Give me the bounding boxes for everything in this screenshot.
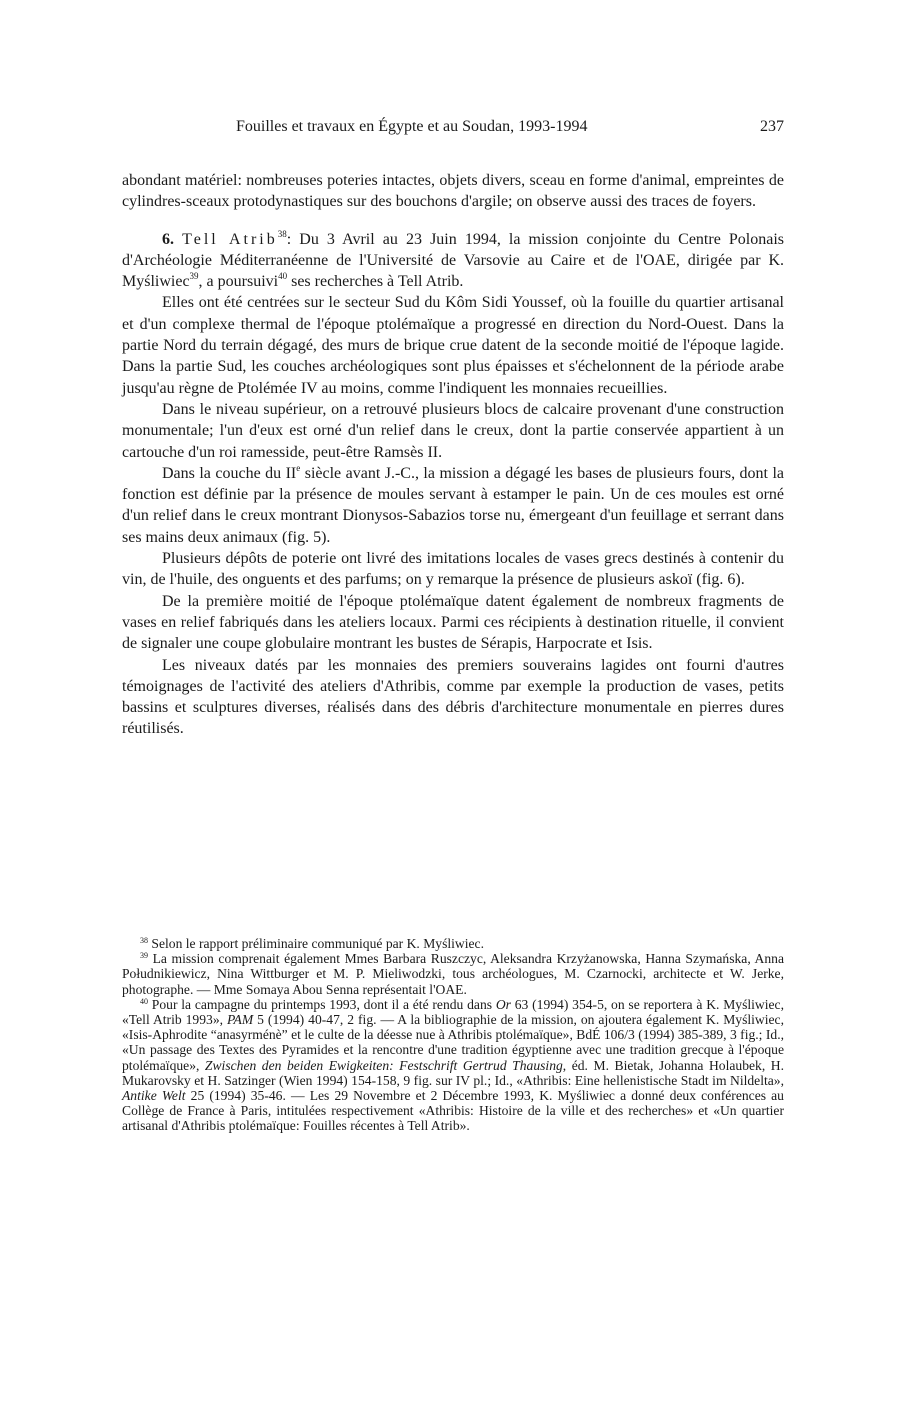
paragraph-continuation: abondant matériel: nombreuses poteries intactes, objets divers, sceau en forme d'animal, empreintes de cylindres-sceaux protodynastiques sur des bouchons d'argile; on observe aussi des traces de foyers. (122, 172, 784, 211)
footnote-text-b: 63 (1994) 354-5, on se reportera à K. Myśliwiec, «Tell Atrib 1993», (122, 996, 784, 1028)
paragraph-sector-sud: Elles ont été centrées sur le secteur Sud du Kôm Sidi Youssef, où la fouille du quartier artisanal et d'un complexe thermal de l'époque ptolémaïque a progressé en direction du Nord-Ouest. Dans la partie Nord du terrain dégagé, des murs de brique crue datent de la seconde moitié de l'époque lagide. Dans la partie Sud, les couches archéologiques sont plus épaisses et s'échelonnent de la période arabe jusqu'au règne de Ptolémée IV au moins, comme l'indiquent les monnaies recueillies. (122, 294, 784, 397)
footnote-number: 40 (140, 996, 148, 1006)
journal-title-pam: PAM (227, 1012, 254, 1028)
footnote-38 (122, 936, 784, 951)
text-fours-a: Dans la couche du II (162, 464, 297, 482)
footnote-text: Selon le rapport préliminaire communiqué par K. Myśliwiec. (148, 936, 484, 951)
section-text-a: : Du 3 Avril au 23 Juin 1994, la mission conjointe du Centre Polonais d'Archéologie Méditerranéenne de l'Université de Varsovie au Caire et de l'OAE, dirigée par K. Myśliwiec (122, 230, 785, 291)
superscript-e: e (296, 462, 301, 473)
journal-title-antike-welt: Antike Welt (122, 1088, 186, 1104)
paragraph-poterie: Plusieurs dépôts de poterie ont livré des imitations locales de vases grecs destinés à contenir du vin, de l'huile, des onguents et des parfums; on y remarque la présence de plusieurs askoï (fig. 6). (122, 550, 784, 589)
book-title-festschrift: Zwischen den beiden Ewigkeiten: Festschrift Gertrud Thausing (204, 1057, 563, 1073)
running-header (122, 118, 784, 142)
paragraph-ateliers: Les niveaux datés par les monnaies des premiers souverains lagides ont fourni d'autres témoignages de l'activité des ateliers d'Athribis, comme par exemple la production de vases, petits bassins et sculptures diverses, réalisés dans des débris d'architecture monumentale en pierres dures réutilisés. (122, 656, 784, 738)
main-text (122, 170, 784, 740)
footnote-ref-38: 38 (277, 228, 287, 239)
footnote-ref-39: 39 (189, 271, 199, 282)
page-number: 237 (760, 118, 784, 135)
paragraph-fours (122, 463, 784, 548)
text-fours-b: siècle avant J.-C., la mission a dégagé les bases de plusieurs fours, dont la fonction est définie par la présence de moules servant à estamper le pain. Un de ces moules est orné d'un relief dans le creux montrant Dionysos-Sabazios torse nu, émergeant d'un feuillage et serrant dans ses mains deux animaux (fig. 5). (122, 464, 785, 546)
footnote-text-a: Pour la campagne du printemps 1993, dont il a été rendu dans (148, 996, 496, 1012)
footnote-text: La mission comprenait également Mmes Barbara Ruszczyc, Aleksandra Krzyżanowska, Hanna Szymańska, Anna Południkiewicz, Nina Wittburger et M. P. Mieliwodzki, tous archéologues, M. Czarnocki, architecte et W. Jerke, photographe. — Mme Somaya Abou Senna représentait l'OAE. (122, 951, 784, 997)
footnote-39 (122, 951, 784, 997)
section-text-c: ses recherches à Tell Atrib. (287, 273, 464, 291)
footnote-text-d: , éd. M. Bietak, Johanna Holaubek, H. Mukarovsky et H. Satzinger (Wien 1994) 154-158, 9 fig. sur IV pl.; Id., «Athribis: Eine hellenistische Stadt im Nildelta», (122, 1057, 784, 1088)
footnote-text-c: 5 (1994) 40-47, 2 fig. — A la bibliographie de la mission, on ajoutera également K. Myśliwiec, «Isis-Aphrodite “anasyrménè” et le culte de la déesse nue à Athribis ptolémaïque», BdÉ 106/3 (1994) 385-389, 3 fig.; Id., «Un passage des Textes des Pyramides et la rencontre d'une tradition égyptienne avec une tradition grecque à l'époque ptolémaïque», (122, 1012, 784, 1073)
footnotes (122, 936, 784, 1134)
footnote-40 (122, 997, 784, 1134)
section-number: 6. (162, 230, 174, 248)
footnote-number: 39 (140, 951, 148, 961)
paragraph-niveau-superieur: Dans le niveau supérieur, on a retrouvé plusieurs blocs de calcaire provenant d'une construction monumentale; l'un d'eux est orné d'un relief dans le creux, dont la partie conservée appartient à un cartouche d'un roi ramesside, peut-être Ramsès II. (122, 400, 784, 461)
footnote-number: 38 (140, 936, 148, 945)
running-title: Fouilles et travaux en Égypte et au Soudan, 1993-1994 (236, 118, 588, 135)
journal-title-or: Or (495, 996, 511, 1012)
footnote-ref-40: 40 (278, 271, 288, 282)
footnote-text-e: 25 (1994) 35-46. — Les 29 Novembre et 2 Décembre 1993, K. Myśliwiec a donné deux conférences au Collège de France à Paris, intitulées respectivement «Athribis: Histoire de la ville et des recherches» et «Un quartier artisanal d'Athribis ptolémaïque: Fouilles récentes à Tell Atrib». (122, 1088, 784, 1134)
section-text-b: , a poursuivi (198, 273, 279, 291)
paragraph-section-6 (122, 229, 784, 293)
paragraph-vases-relief: De la première moitié de l'époque ptolémaïque datent également de nombreux fragments de vases en relief fabriqués dans les ateliers locaux. Parmi ces récipients à destination rituelle, il convient de signaler une coupe globulaire montrant les bustes de Sérapis, Harpocrate et Isis. (122, 592, 784, 653)
section-title: Tell Atrib (182, 230, 278, 248)
